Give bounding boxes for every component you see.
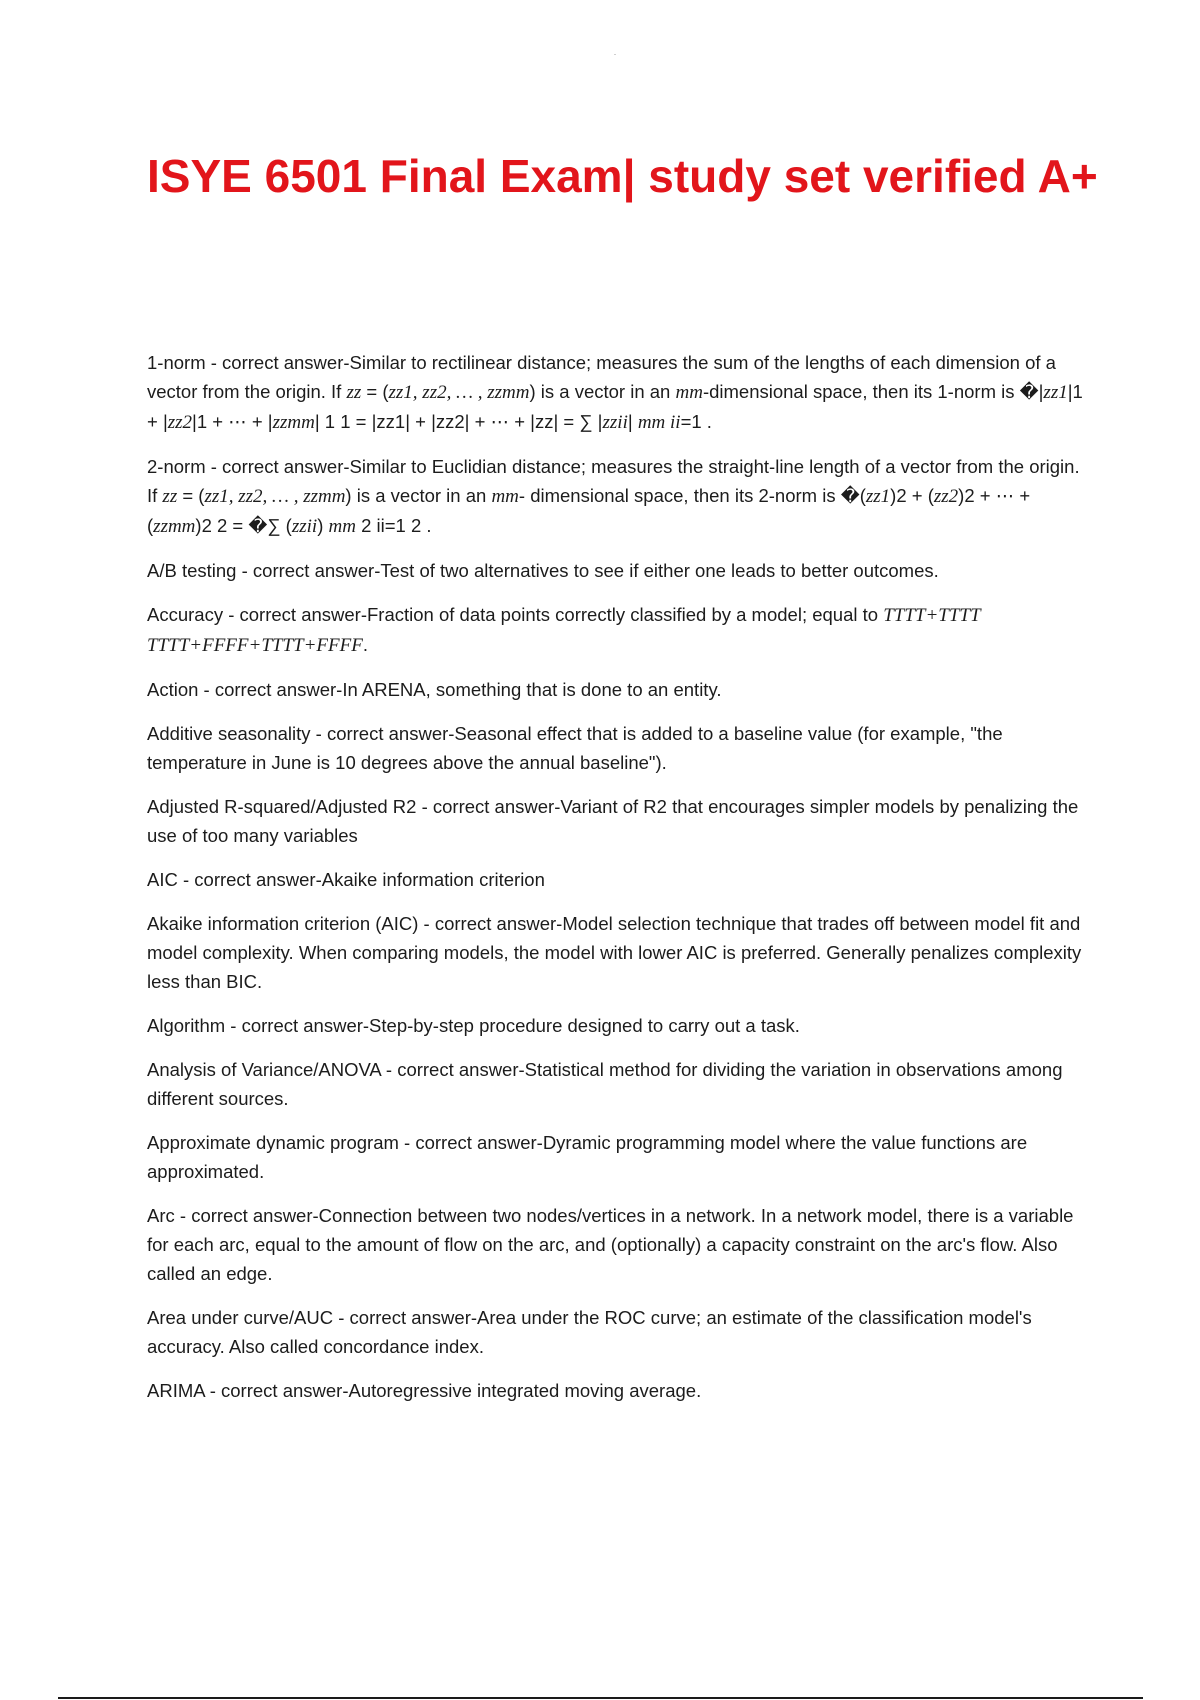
- entry-math: zz2: [933, 486, 959, 507]
- glossary-entry-adjusted-r-squared: Adjusted R-squared/Adjusted R2 - correct answer-Variant of R2 that encourages simpler models by penalizing the use of too many variables: [147, 796, 1079, 846]
- entry-math: mm: [328, 516, 356, 537]
- entry-math: zz1, zz2, … , zzmm: [204, 486, 346, 507]
- glossary-entry-1-norm: [147, 348, 1087, 437]
- entry-text: ): [317, 515, 329, 536]
- glossary-entry-algorithm: Algorithm - correct answer-Step-by-step procedure designed to carry out a task.: [147, 1015, 800, 1036]
- entry-text: |: [627, 411, 638, 432]
- glossary-entry-action: Action - correct answer-In ARENA, something that is done to an entity.: [147, 679, 722, 700]
- glossary-entry-akaike-information-criterion: Akaike information criterion (AIC) - correct answer-Model selection technique that trades off between model fit and model complexity. When comparing models, the model with lower AIC is preferred. Generally penalizes complexity less than BIC.: [147, 913, 1082, 992]
- glossary-entry-arima: ARIMA - correct answer-Autoregressive integrated moving average.: [147, 1380, 702, 1401]
- glossary-entry-anova: Analysis of Variance/ANOVA - correct answer-Statistical method for dividing the variation in observations among different sources.: [147, 1059, 1063, 1109]
- entry-text: - dimensional space, then its 2-norm is �(: [518, 485, 866, 506]
- entry-math: zz1: [865, 486, 891, 507]
- glossary-list: [147, 348, 1087, 1420]
- entry-text: |1 + ⋯ + |: [192, 411, 273, 432]
- glossary-entry-2-norm: [147, 452, 1087, 541]
- entry-text: ) is a vector in an: [529, 381, 676, 402]
- entry-math: zzmm: [272, 412, 315, 433]
- entry-math: zz1, zz2, … , zzmm: [388, 382, 530, 403]
- entry-text: 2 ii=1 2 .: [355, 515, 432, 536]
- glossary-entry-aic: AIC - correct answer-Akaike information criterion: [147, 869, 545, 890]
- glossary-entry-additive-seasonality: Additive seasonality - correct answer-Seasonal effect that is added to a baseline value (for example, "the temperature in June is 10 degrees above the annual baseline").: [147, 723, 1003, 773]
- entry-math: zz: [346, 382, 362, 403]
- entry-text: =1 .: [680, 411, 712, 432]
- entry-math: zz1: [1043, 382, 1068, 403]
- entry-text: = (: [361, 381, 389, 402]
- entry-text: )2 + (: [890, 485, 934, 506]
- entry-math: zz: [162, 486, 178, 507]
- glossary-entry-approximate-dynamic-program: Approximate dynamic program - correct answer-Dyramic programming model where the value functions are approximated.: [147, 1132, 1028, 1182]
- entry-math: zzii: [291, 516, 318, 537]
- entry-text: Accuracy - correct answer-Fraction of data points correctly classified by a model; equal to: [147, 604, 884, 625]
- entry-math: mm: [491, 486, 519, 507]
- entry-text: )2 2 = �∑ (: [195, 515, 292, 536]
- entry-math: zzmm: [153, 516, 196, 537]
- entry-text: )2 + ⋯ + (: [147, 485, 1031, 536]
- bottom-divider: [58, 1697, 1143, 1699]
- entry-math: zz2: [167, 412, 193, 433]
- entry-math: zzii: [602, 412, 628, 433]
- entry-text: ) is a vector in an: [345, 485, 492, 506]
- entry-text: 1-norm - correct answer-Similar to rectilinear distance; measures the sum of the lengths of each dimension of a vector from the origin. If: [147, 352, 1056, 402]
- entry-math: TTTT+TTTT TTTT+FFFF+TTTT+FFFF: [147, 605, 981, 656]
- entry-math: mm: [675, 382, 703, 403]
- entry-math: mm ii: [637, 412, 681, 433]
- document-title: ISYE 6501 Final Exam| study set verified A+: [147, 150, 1098, 202]
- glossary-entry-ab-testing: A/B testing - correct answer-Test of two alternatives to see if either one leads to better outcomes.: [147, 560, 939, 581]
- glossary-entry-accuracy: [147, 600, 1087, 660]
- glossary-entry-arc: Arc - correct answer-Connection between two nodes/vertices in a network. In a network model, there is a variable for each arc, equal to the amount of flow on the arc, and (optionally) a capacity constraint on the arc's flow. Also called an edge.: [147, 1205, 1074, 1284]
- entry-text: -dimensional space, then its 1-norm is �|: [702, 381, 1044, 402]
- entry-text: .: [362, 634, 368, 655]
- entry-text: | 1 1 = |zz1| + |zz2| + ⋯ + |zz| = ∑ |: [314, 411, 603, 432]
- entry-text: 2-norm - correct answer-Similar to Euclidian distance; measures the straight-line length of a vector from the origin. If: [147, 456, 1080, 506]
- entry-text: |1 + |: [147, 381, 1083, 432]
- entry-text: = (: [177, 485, 205, 506]
- scan-speck: [614, 54, 616, 55]
- glossary-entry-auc: Area under curve/AUC - correct answer-Area under the ROC curve; an estimate of the classification model's accuracy. Also called concordance index.: [147, 1307, 1032, 1357]
